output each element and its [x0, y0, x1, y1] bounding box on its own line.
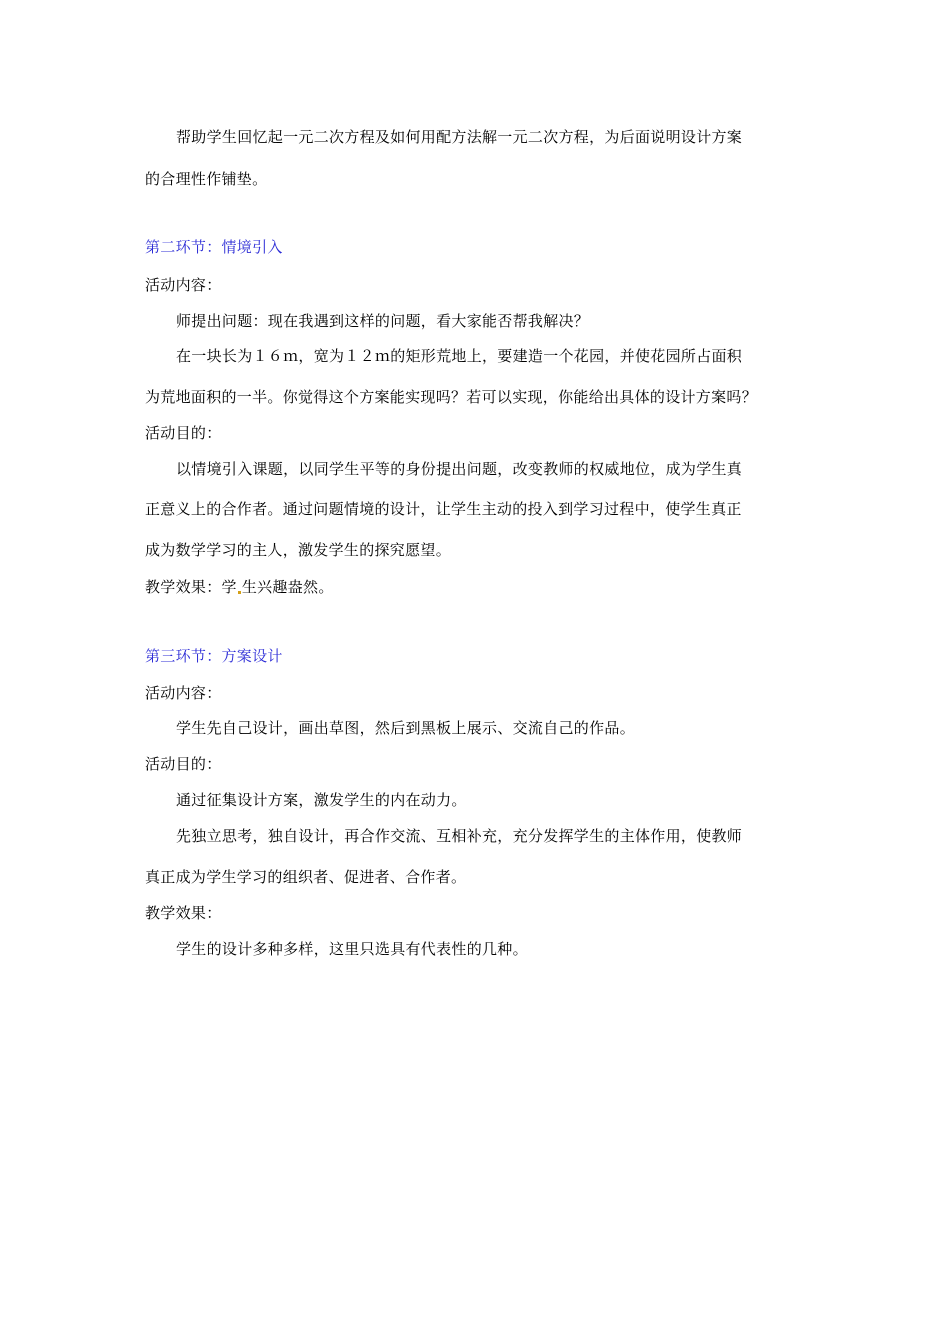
paragraph-line: 为荒地面积的一半。你觉得这个方案能实现吗？若可以实现，你能给出具体的设计方案吗？ — [145, 388, 758, 406]
section-heading-2: 第二环节：情境引入 — [145, 238, 283, 256]
paragraph-line: 在一块长为１６ｍ，宽为１２ｍ的矩形荒地上，要建造一个花园，并使花园所占面积 — [176, 347, 743, 365]
teaching-effect-label: 教学效果： — [145, 904, 222, 922]
activity-goal-label: 活动目的： — [145, 424, 222, 442]
teaching-effect-line — [145, 577, 334, 597]
activity-content-label: 活动内容： — [145, 276, 222, 294]
teaching-effect-prefix: 教学效果：学 — [145, 578, 237, 596]
paragraph-line: 学生先自己设计，画出草图，然后到黑板上展示、交流自己的作品。 — [176, 719, 636, 737]
paragraph-line: 学生的设计多种多样，这里只选具有代表性的几种。 — [176, 940, 528, 958]
paragraph-line: 真正成为学生学习的组织者、促进者、合作者。 — [145, 868, 467, 886]
activity-content-label: 活动内容： — [145, 684, 222, 702]
paragraph-line: 以情境引入课题，以同学生平等的身份提出问题，改变教师的权威地位，成为学生真 — [176, 460, 743, 478]
paragraph-line: 先独立思考，独自设计，再合作交流、互相补充，充分发挥学生的主体作用，使教师 — [176, 827, 743, 845]
paragraph-line: 的合理性作铺垫。 — [145, 170, 268, 188]
paragraph-line: 正意义上的合作者。通过问题情境的设计，让学生主动的投入到学习过程中，使学生真正 — [145, 500, 742, 518]
marker-dot-icon — [238, 591, 241, 594]
paragraph-line: 通过征集设计方案，激发学生的内在动力。 — [176, 791, 467, 809]
section-heading-3: 第三环节：方案设计 — [145, 647, 283, 665]
teaching-effect-suffix: 生兴趣盎然。 — [241, 578, 334, 596]
activity-goal-label: 活动目的： — [145, 755, 222, 773]
paragraph-line: 帮助学生回忆起一元二次方程及如何用配方法解一元二次方程，为后面说明设计方案 — [176, 128, 743, 146]
paragraph-line: 成为数学学习的主人，激发学生的探究愿望。 — [145, 541, 452, 559]
paragraph-line: 师提出问题：现在我遇到这样的问题，看大家能否帮我解决？ — [176, 312, 590, 330]
